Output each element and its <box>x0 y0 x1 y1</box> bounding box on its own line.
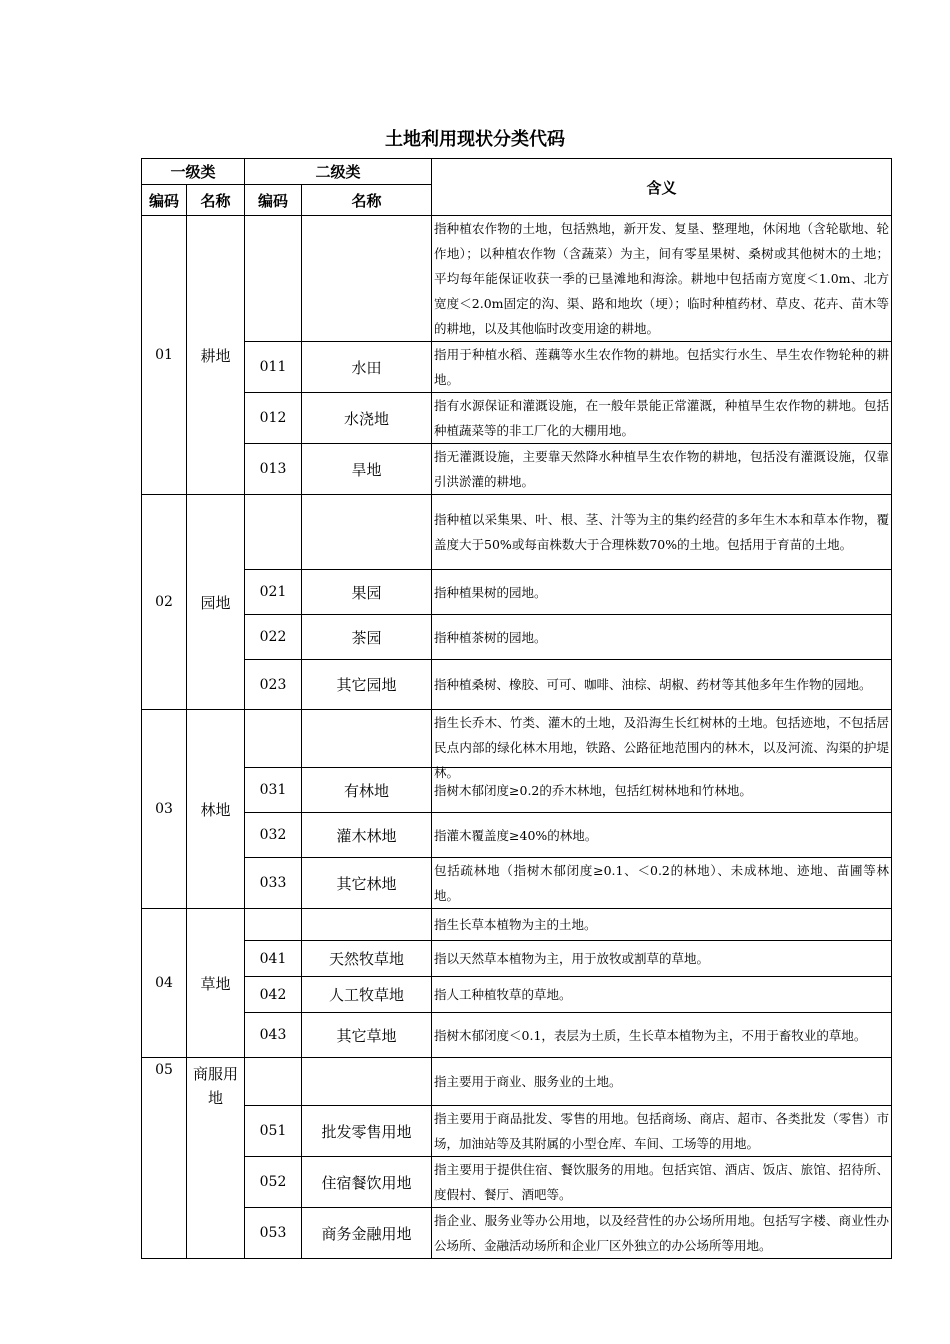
table-row <box>142 495 892 570</box>
table-row <box>142 858 892 909</box>
subcategory-description: 指种植桑树、橡胶、可可、咖啡、油棕、胡椒、药材等其他多年生作物的园地。 <box>432 660 892 710</box>
subcategory-code: 042 <box>245 977 302 1013</box>
subcategory-description: 指无灌溉设施，主要靠天然降水种植旱生农作物的耕地，包括没有灌溉设施，仅靠引洪淤灌的耕地。 <box>432 444 892 495</box>
table-row <box>142 977 892 1013</box>
subcategory-code <box>245 495 302 570</box>
subcategory-name: 其它园地 <box>302 660 432 710</box>
subcategory-description: 指有水源保证和灌溉设施，在一般年景能正常灌溉，种植旱生农作物的耕地。包括种植蔬菜等的非工厂化的大棚用地。 <box>432 393 892 444</box>
subcategory-code: 032 <box>245 813 302 858</box>
subcategory-code: 031 <box>245 768 302 813</box>
subcategory-name <box>302 909 432 941</box>
subcategory-code: 012 <box>245 393 302 444</box>
category-description: 指生长草本植物为主的土地。 <box>432 909 892 941</box>
subcategory-name: 水浇地 <box>302 393 432 444</box>
table-row <box>142 216 892 342</box>
table-row <box>142 570 892 615</box>
subcategory-code <box>245 710 302 768</box>
subcategory-description: 指主要用于商品批发、零售的用地。包括商场、商店、超市、各类批发（零售）市场，加油站等及其附属的小型仓库、车间、工场等的用地。 <box>432 1106 892 1157</box>
subcategory-description: 指树木郁闭度≥0.2的乔木林地，包括红树林地和竹林地。 <box>432 768 892 813</box>
subcategory-name: 其它草地 <box>302 1013 432 1058</box>
subcategory-description: 指树木郁闭度＜0.1，表层为土质，生长草本植物为主，不用于畜牧业的草地。 <box>432 1013 892 1058</box>
subcategory-code: 011 <box>245 342 302 393</box>
subcategory-description: 指主要用于提供住宿、餐饮服务的用地。包括宾馆、酒店、饭店、旅馆、招待所、度假村、餐厅、酒吧等。 <box>432 1157 892 1208</box>
category-code: 01 <box>142 216 187 495</box>
subcategory-code: 022 <box>245 615 302 660</box>
table-row <box>142 1208 892 1259</box>
subcategory-code: 051 <box>245 1106 302 1157</box>
subcategory-name: 商务金融用地 <box>302 1208 432 1259</box>
category-description <box>432 710 892 780</box>
table-row <box>142 1106 892 1157</box>
subcategory-name: 旱地 <box>302 444 432 495</box>
table-row <box>142 710 892 768</box>
subcategory-description: 指企业、服务业等办公用地，以及经营性的办公场所用地。包括写字楼、商业性办公场所、金融活动场所和企业厂区外独立的办公场所等用地。 <box>432 1208 892 1259</box>
header-level2: 二级类 <box>245 159 432 185</box>
header-meaning: 含义 <box>432 159 892 216</box>
subcategory-description: 指种植茶树的园地。 <box>432 615 892 660</box>
header-level1: 一级类 <box>142 159 245 185</box>
subcategory-code <box>245 909 302 941</box>
category-code: 04 <box>142 909 187 1058</box>
table-row <box>142 393 892 444</box>
category-name: 耕地 <box>187 216 245 495</box>
table-row <box>142 444 892 495</box>
category-description: 指主要用于商业、服务业的土地。 <box>432 1058 892 1106</box>
subcategory-description: 指种植果树的园地。 <box>432 570 892 615</box>
subcategory-name: 果园 <box>302 570 432 615</box>
subcategory-description: 指用于种植水稻、莲藕等水生农作物的耕地。包括实行水生、旱生农作物轮种的耕地。 <box>432 342 892 393</box>
header-code-2: 编码 <box>245 185 302 216</box>
table-row <box>142 615 892 660</box>
category-code: 03 <box>142 710 187 909</box>
subcategory-name: 灌木林地 <box>302 813 432 858</box>
subcategory-code: 053 <box>245 1208 302 1259</box>
category-description: 指种植以采集果、叶、根、茎、汁等为主的集约经营的多年生木本和草本作物，覆盖度大于50%或每亩株数大于合理株数70%的土地。包括用于育苗的土地。 <box>432 495 892 570</box>
category-name: 商服用地 <box>187 1058 245 1259</box>
subcategory-name: 天然牧草地 <box>302 941 432 977</box>
subcategory-description: 包括疏林地（指树木郁闭度≥0.1、＜0.2的林地）、未成林地、迹地、苗圃等林地。 <box>432 858 892 909</box>
table-row <box>142 1058 892 1106</box>
category-code: 02 <box>142 495 187 710</box>
subcategory-description: 指以天然草本植物为主，用于放牧或割草的草地。 <box>432 941 892 977</box>
category-name: 园地 <box>187 495 245 710</box>
category-description-text: 指生长乔木、竹类、灌木的土地，及沿海生长红树林的土地。包括迹地，不包括居民点内部的绿化林木用地，铁路、公路征地范围内的林木，以及河流、沟渠的护堤林。 <box>434 715 890 780</box>
subcategory-name: 有林地 <box>302 768 432 813</box>
subcategory-name <box>302 216 432 342</box>
header-name-1: 名称 <box>187 185 245 216</box>
subcategory-code <box>245 1058 302 1106</box>
table-row <box>142 1157 892 1208</box>
subcategory-name: 住宿餐饮用地 <box>302 1157 432 1208</box>
subcategory-code <box>245 216 302 342</box>
table-row <box>142 813 892 858</box>
header-code-1: 编码 <box>142 185 187 216</box>
subcategory-name: 水田 <box>302 342 432 393</box>
category-code: 05 <box>142 1058 187 1259</box>
subcategory-code: 033 <box>245 858 302 909</box>
subcategory-code: 023 <box>245 660 302 710</box>
table-row <box>142 768 892 813</box>
subcategory-code: 041 <box>245 941 302 977</box>
subcategory-name: 其它林地 <box>302 858 432 909</box>
page-title: 土地利用现状分类代码 <box>385 129 565 150</box>
subcategory-description: 指人工种植牧草的草地。 <box>432 977 892 1013</box>
subcategory-code: 052 <box>245 1157 302 1208</box>
subcategory-code: 013 <box>245 444 302 495</box>
header-name-2: 名称 <box>302 185 432 216</box>
category-name: 草地 <box>187 909 245 1058</box>
category-description: 指种植农作物的土地，包括熟地，新开发、复垦、整理地，休闲地（含轮歇地、轮作地）；以种植农作物（含蔬菜）为主，间有零星果树、桑树或其他树木的土地；平均每年能保证收获一季的已垦滩地和海涂。耕地中包括南方宽度＜1.0m、北方宽度＜2.0m固定的沟、渠、路和地坎（埂）；临时种植药材、草皮、花卉、苗木等的耕地，以及其他临时改变用途的耕地。 <box>432 216 892 342</box>
land-use-classification-table <box>141 158 892 1259</box>
subcategory-name: 人工牧草地 <box>302 977 432 1013</box>
category-name: 林地 <box>187 710 245 909</box>
subcategory-name <box>302 1058 432 1106</box>
subcategory-name: 批发零售用地 <box>302 1106 432 1157</box>
table-row <box>142 1013 892 1058</box>
table-row <box>142 660 892 710</box>
subcategory-description: 指灌木覆盖度≥40%的林地。 <box>432 813 892 858</box>
subcategory-code: 021 <box>245 570 302 615</box>
table-row <box>142 909 892 941</box>
subcategory-name <box>302 710 432 768</box>
table-row <box>142 342 892 393</box>
subcategory-name: 茶园 <box>302 615 432 660</box>
table-row <box>142 941 892 977</box>
subcategory-code: 043 <box>245 1013 302 1058</box>
subcategory-name <box>302 495 432 570</box>
